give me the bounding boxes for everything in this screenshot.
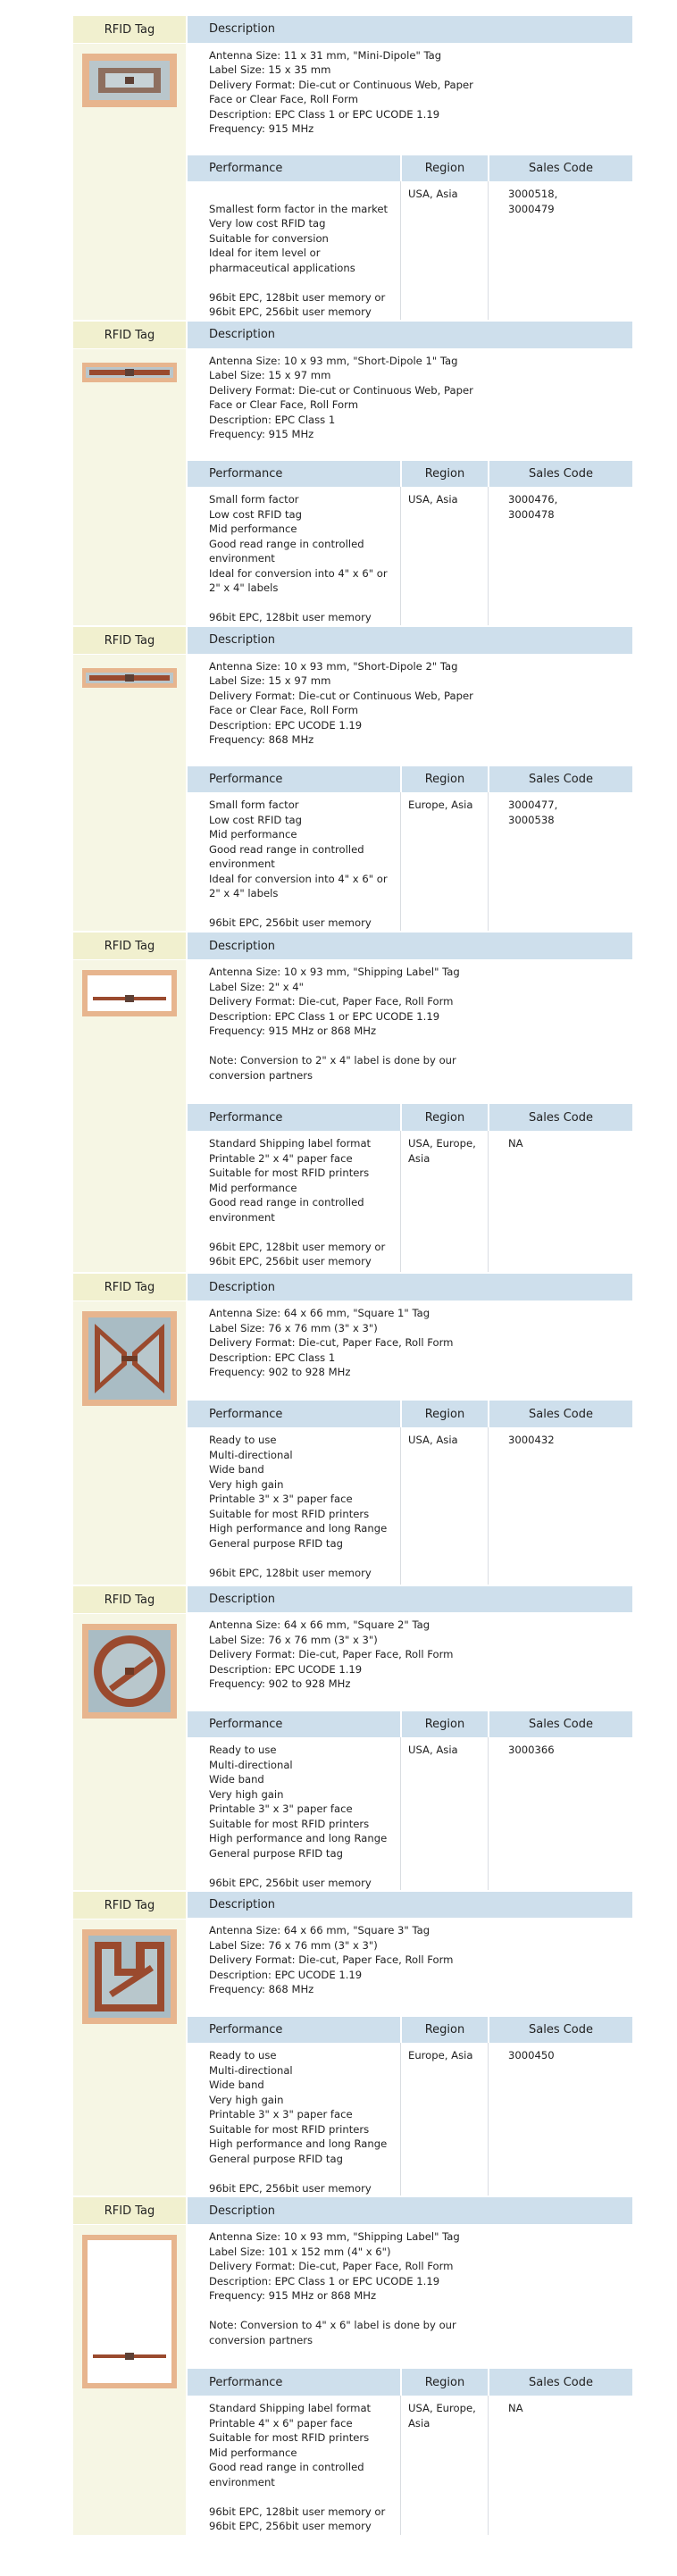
- text-line: Multi-directional: [209, 1448, 293, 1461]
- text-line: Delivery Format: Die-cut or Continuous Web, Paper: [209, 78, 473, 91]
- text-line: High performance and long Range: [209, 1832, 388, 1845]
- text-line: Asia: [408, 1151, 430, 1165]
- performance-header: Performance: [186, 1104, 400, 1131]
- description-cell: [186, 1301, 632, 1401]
- text-line: Note: Conversion to 4" x 6" label is done by our: [209, 2319, 456, 2331]
- performance-cell: [186, 792, 400, 931]
- region-cell: [400, 1427, 488, 1585]
- text-line: 96bit EPC, 128bit user memory or: [209, 2505, 386, 2518]
- rfid-tag-header: RFID Tag: [73, 16, 186, 44]
- rfid-tag-row: [73, 1586, 632, 1890]
- text-line: Frequency: 868 MHz: [209, 1983, 314, 1996]
- performance-row: [186, 2043, 632, 2195]
- performance-row: [186, 181, 632, 320]
- performance-header-row: [186, 461, 632, 488]
- text-line: Low cost RFID tag: [209, 813, 303, 826]
- short-dipole-2-tag-image: [82, 668, 177, 688]
- text-line: Description: EPC Class 1 or EPC UCODE 1.19: [209, 1009, 440, 1023]
- performance-cell: [186, 2396, 400, 2535]
- performance-row: [186, 1131, 632, 1272]
- text-line: Printable 3" x 3" paper face: [209, 1802, 353, 1816]
- text-line: Frequency: 915 MHz: [209, 428, 314, 441]
- text-line: Delivery Format: Die-cut, Paper Face, Roll Form: [209, 2260, 454, 2272]
- text-line: Good read range in controlled: [209, 1196, 364, 1209]
- text-line: Mid performance: [209, 2446, 297, 2459]
- text-line: USA, Asia: [408, 493, 458, 506]
- text-line: Antenna Size: 10 x 93 mm, "Shipping Label" Tag: [209, 966, 460, 978]
- text-line: Label Size: 76 x 76 mm (3" x 3"): [209, 1938, 378, 1952]
- text-line: Antenna Size: 11 x 31 mm, "Mini-Dipole" Tag: [209, 48, 442, 62]
- description-header: Description: [186, 322, 632, 348]
- text-line: Small form factor: [209, 799, 299, 812]
- square-2-tag-image: [82, 1624, 177, 1719]
- region-header: Region: [400, 155, 488, 182]
- description-header: Description: [186, 16, 632, 43]
- blank-line: [209, 275, 400, 290]
- tag-column: [73, 1586, 186, 1890]
- text-line: Europe, Asia: [408, 2049, 473, 2062]
- text-line: Delivery Format: Die-cut or Continuous Web, Paper: [209, 383, 473, 397]
- text-line: Suitable for most RFID printers: [209, 1167, 370, 1179]
- text-line: Suitable for most RFID printers: [209, 1817, 370, 1830]
- text-line: Ideal for item level or: [209, 247, 321, 260]
- sales-code-header: Sales Code: [488, 1711, 632, 1737]
- text-line: environment: [209, 552, 275, 565]
- text-line: Frequency: 902 to 928 MHz: [209, 1366, 351, 1378]
- sales-code-header: Sales Code: [488, 2369, 632, 2396]
- text-line: Ideal for conversion into 4" x 6" or: [209, 872, 388, 885]
- details-column: [186, 2197, 632, 2535]
- sales-code-header: Sales Code: [488, 2017, 632, 2043]
- description-header: Description: [186, 2197, 632, 2224]
- text-line: Face or Clear Face, Roll Form: [209, 704, 358, 717]
- description-cell: [186, 348, 632, 461]
- performance-header: Performance: [186, 461, 400, 488]
- text-line: 3000518,: [508, 188, 558, 201]
- rfid-tag-row: [73, 933, 632, 1272]
- square-3-tag-image: [82, 1929, 177, 2024]
- text-line: Suitable for most RFID printers: [209, 1507, 370, 1520]
- description-cell: [186, 1612, 632, 1710]
- text-line: 96bit EPC, 128bit user memory or: [209, 290, 386, 304]
- blank-line: [209, 187, 400, 202]
- performance-cell: [186, 2043, 400, 2195]
- sales-code-cell: [488, 2396, 632, 2535]
- square-1-tag-image: [82, 1311, 177, 1406]
- text-line: Frequency: 902 to 928 MHz: [209, 1677, 351, 1691]
- performance-header: Performance: [186, 2369, 400, 2396]
- description-header: Description: [186, 1892, 632, 1918]
- description-header: Description: [186, 627, 632, 654]
- region-header: Region: [400, 1711, 488, 1737]
- text-line: environment: [209, 857, 275, 871]
- region-cell: [400, 1737, 488, 1890]
- details-column: [186, 933, 632, 1272]
- region-cell: [400, 487, 488, 625]
- description-header: Description: [186, 933, 632, 959]
- tag-column: [73, 627, 186, 931]
- rfid-tag-header: RFID Tag: [73, 933, 186, 960]
- performance-header: Performance: [186, 2017, 400, 2043]
- short-dipole-1-tag-image: [82, 363, 177, 382]
- details-column: [186, 1892, 632, 2195]
- performance-cell: [186, 1427, 400, 1585]
- sales-code-cell: [488, 1131, 632, 1272]
- region-cell: [400, 181, 488, 320]
- tag-column: [73, 1274, 186, 1585]
- text-line: Label Size: 101 x 152 mm (4" x 6"): [209, 2245, 391, 2258]
- performance-header-row: [186, 1104, 632, 1131]
- rfid-tag-header: RFID Tag: [73, 627, 186, 655]
- row-separator: [73, 2535, 632, 2537]
- text-line: Printable 2" x 4" paper face: [209, 1151, 353, 1165]
- region-header: Region: [400, 2369, 488, 2396]
- text-line: 3000450: [508, 2049, 555, 2062]
- text-line: Description: EPC Class 1: [209, 1351, 336, 1364]
- performance-header-row: [186, 1401, 632, 1427]
- performance-row: [186, 1737, 632, 1890]
- text-line: conversion partners: [209, 1068, 313, 1082]
- performance-header: Performance: [186, 1401, 400, 1427]
- text-line: NA: [508, 1137, 523, 1150]
- text-line: Note: Conversion to 2" x 4" label is done by our: [209, 1054, 456, 1066]
- text-line: 96bit EPC, 256bit user memory: [209, 2181, 372, 2195]
- text-line: Antenna Size: 64 x 66 mm, "Square 3" Tag: [209, 1924, 430, 1937]
- performance-header: Performance: [186, 1711, 400, 1737]
- text-line: Very low cost RFID tag: [209, 217, 326, 230]
- text-line: Very high gain: [209, 1787, 284, 1801]
- text-line: Frequency: 868 MHz: [209, 733, 314, 747]
- text-line: Description: EPC UCODE 1.19: [209, 1662, 363, 1676]
- blank-line: [209, 1039, 611, 1054]
- text-line: USA, Asia: [408, 188, 458, 201]
- text-line: Delivery Format: Die-cut, Paper Face, Roll Form: [209, 995, 454, 1008]
- text-line: 3000479: [508, 202, 555, 215]
- text-line: 96bit EPC, 128bit user memory: [209, 1566, 372, 1579]
- text-line: 96bit EPC, 256bit user memory: [209, 1255, 372, 1267]
- text-line: environment: [209, 2475, 275, 2488]
- performance-row: [186, 487, 632, 625]
- text-line: Frequency: 915 MHz or 868 MHz: [209, 2289, 377, 2302]
- text-line: Label Size: 76 x 76 mm (3" x 3"): [209, 1321, 378, 1334]
- blank-line: [209, 2304, 611, 2319]
- text-line: 96bit EPC, 256bit user memory: [209, 916, 372, 930]
- text-line: Wide band: [209, 1773, 264, 1786]
- region-cell: [400, 792, 488, 931]
- text-line: Description: EPC Class 1 or EPC UCODE 1.19: [209, 2274, 440, 2287]
- text-line: environment: [209, 1210, 275, 1224]
- description-cell: [186, 654, 632, 766]
- text-line: 2" x 4" labels: [209, 887, 279, 900]
- text-line: Ready to use: [209, 1434, 277, 1446]
- text-line: Frequency: 915 MHz or 868 MHz: [209, 1025, 377, 1037]
- text-line: Standard Shipping label format: [209, 2402, 372, 2414]
- details-column: [186, 1274, 632, 1585]
- text-line: 96bit EPC, 256bit user memory: [209, 2520, 372, 2532]
- tag-column: [73, 16, 186, 320]
- region-cell: [400, 2396, 488, 2535]
- text-line: 2" x 4" labels: [209, 581, 279, 595]
- text-line: 3000538: [508, 813, 555, 826]
- region-cell: [400, 2043, 488, 2195]
- region-header: Region: [400, 461, 488, 488]
- tag-column: [73, 322, 186, 625]
- text-line: Delivery Format: Die-cut, Paper Face, Roll Form: [209, 1648, 454, 1661]
- text-line: USA, Europe,: [408, 1137, 476, 1150]
- text-line: Description: EPC UCODE 1.19: [209, 718, 363, 732]
- rfid-tag-row: [73, 1892, 632, 2195]
- sales-code-cell: [488, 1427, 632, 1585]
- sales-code-header: Sales Code: [488, 155, 632, 182]
- performance-row: [186, 1427, 632, 1585]
- text-line: Small form factor: [209, 493, 299, 506]
- text-line: Ready to use: [209, 1744, 277, 1757]
- performance-cell: [186, 1737, 400, 1890]
- text-line: Mid performance: [209, 523, 297, 536]
- rfid-tag-header: RFID Tag: [73, 2197, 186, 2225]
- text-line: Printable 3" x 3" paper face: [209, 1493, 353, 1505]
- performance-cell: [186, 487, 400, 625]
- text-line: Antenna Size: 10 x 93 mm, "Short-Dipole 1" Tag: [209, 354, 458, 367]
- description-cell: [186, 2224, 632, 2369]
- blank-line: [209, 596, 400, 611]
- text-line: Smallest form factor in the market: [209, 202, 389, 215]
- sales-code-header: Sales Code: [488, 1401, 632, 1427]
- text-line: General purpose RFID tag: [209, 1536, 343, 1550]
- text-line: 3000366: [508, 1744, 555, 1757]
- blank-line: [209, 901, 400, 916]
- text-line: Ideal for conversion into 4" x 6" or: [209, 566, 388, 580]
- text-line: Label Size: 15 x 35 mm: [209, 63, 331, 77]
- sales-code-header: Sales Code: [488, 766, 632, 793]
- description-header: Description: [186, 1274, 632, 1301]
- tag-column: [73, 1892, 186, 2195]
- performance-header-row: [186, 766, 632, 793]
- text-line: Very high gain: [209, 2093, 284, 2106]
- text-line: Wide band: [209, 2078, 264, 2092]
- text-line: 96bit EPC, 128bit user memory: [209, 611, 372, 624]
- text-line: 3000478: [508, 507, 555, 521]
- text-line: Multi-directional: [209, 2063, 293, 2077]
- text-line: Standard Shipping label format: [209, 1137, 372, 1150]
- description-cell: [186, 1918, 632, 2016]
- text-line: Suitable for most RFID printers: [209, 2122, 370, 2136]
- sales-code-cell: [488, 2043, 632, 2195]
- text-line: Delivery Format: Die-cut, Paper Face, Roll Form: [209, 1336, 454, 1349]
- blank-line: [209, 1225, 400, 1240]
- details-column: [186, 16, 632, 320]
- text-line: Printable 3" x 3" paper face: [209, 2108, 353, 2121]
- region-header: Region: [400, 1104, 488, 1131]
- text-line: conversion partners: [209, 2333, 313, 2346]
- performance-cell: [186, 1131, 400, 1272]
- text-line: Europe, Asia: [408, 799, 473, 812]
- description-cell: [186, 43, 632, 155]
- performance-header: Performance: [186, 766, 400, 793]
- performance-header: Performance: [186, 155, 400, 182]
- text-line: Label Size: 2" x 4": [209, 980, 305, 993]
- performance-header-row: [186, 155, 632, 182]
- text-line: Frequency: 915 MHz: [209, 122, 314, 136]
- text-line: Face or Clear Face, Roll Form: [209, 398, 358, 412]
- text-line: Label Size: 15 x 97 mm: [209, 369, 331, 382]
- rfid-tag-header: RFID Tag: [73, 1586, 186, 1614]
- performance-row: [186, 792, 632, 931]
- blank-line: [209, 2166, 400, 2181]
- text-line: Mid performance: [209, 1181, 297, 1194]
- text-line: Description: EPC Class 1: [209, 413, 336, 426]
- performance-row: [186, 2396, 632, 2535]
- text-line: Mid performance: [209, 828, 297, 841]
- performance-cell: [186, 181, 400, 320]
- sales-code-cell: [488, 1737, 632, 1890]
- performance-header-row: [186, 2017, 632, 2043]
- text-line: Good read range in controlled: [209, 842, 364, 856]
- text-line: Good read range in controlled: [209, 537, 364, 550]
- details-column: [186, 322, 632, 625]
- rfid-tag-row: [73, 2197, 632, 2535]
- rfid-tag-header: RFID Tag: [73, 322, 186, 349]
- text-line: 96bit EPC, 256bit user memory: [209, 1876, 372, 1889]
- details-column: [186, 1586, 632, 1890]
- mini-dipole-tag-image: [82, 54, 177, 107]
- performance-header-row: [186, 2369, 632, 2396]
- rfid-tag-row: [73, 16, 632, 320]
- text-line: Label Size: 15 x 97 mm: [209, 674, 331, 688]
- text-line: Delivery Format: Die-cut, Paper Face, Roll Form: [209, 1953, 454, 1967]
- text-line: Delivery Format: Die-cut or Continuous Web, Paper: [209, 689, 473, 702]
- text-line: General purpose RFID tag: [209, 2152, 343, 2165]
- rfid-tag-header: RFID Tag: [73, 1274, 186, 1301]
- text-line: pharmaceutical applications: [209, 261, 355, 274]
- text-line: 3000432: [508, 1434, 555, 1446]
- text-line: USA, Asia: [408, 1744, 458, 1757]
- text-line: General purpose RFID tag: [209, 1846, 343, 1860]
- tag-column: [73, 2197, 186, 2535]
- text-line: 3000477,: [508, 799, 558, 812]
- region-header: Region: [400, 2017, 488, 2043]
- text-line: Label Size: 76 x 76 mm (3" x 3"): [209, 1633, 378, 1646]
- text-line: USA, Europe,: [408, 2402, 476, 2414]
- rfid-tag-table: [73, 16, 632, 2537]
- blank-line: [209, 1551, 400, 1566]
- text-line: High performance and long Range: [209, 2137, 388, 2151]
- description-cell: [186, 959, 632, 1104]
- region-cell: [400, 1131, 488, 1272]
- sales-code-cell: [488, 792, 632, 931]
- details-column: [186, 627, 632, 931]
- text-line: High performance and long Range: [209, 1522, 388, 1535]
- sales-code-cell: [488, 181, 632, 320]
- text-line: Antenna Size: 10 x 93 mm, "Shipping Label" Tag: [209, 2230, 460, 2243]
- blank-line: [209, 2489, 400, 2505]
- text-line: Suitable for most RFID printers: [209, 2431, 370, 2444]
- text-line: USA, Asia: [408, 1434, 458, 1446]
- shipping-label-4x6-tag-image: [82, 2235, 177, 2388]
- sales-code-header: Sales Code: [488, 461, 632, 488]
- region-header: Region: [400, 1401, 488, 1427]
- rfid-tag-row: [73, 1274, 632, 1585]
- sales-code-cell: [488, 487, 632, 625]
- text-line: Description: EPC UCODE 1.19: [209, 1968, 363, 1981]
- text-line: NA: [508, 2402, 523, 2414]
- text-line: 96bit EPC, 128bit user memory or: [209, 1240, 386, 1253]
- text-line: 3000476,: [508, 493, 558, 506]
- text-line: Antenna Size: 10 x 93 mm, "Short-Dipole 2" Tag: [209, 659, 458, 673]
- rfid-tag-row: [73, 322, 632, 625]
- text-line: Multi-directional: [209, 1758, 293, 1771]
- sales-code-header: Sales Code: [488, 1104, 632, 1131]
- rfid-tag-row: [73, 627, 632, 931]
- blank-line: [209, 1861, 400, 1876]
- text-line: Antenna Size: 64 x 66 mm, "Square 2" Tag: [209, 1618, 430, 1632]
- text-line: Asia: [408, 2416, 430, 2430]
- text-line: Antenna Size: 64 x 66 mm, "Square 1" Tag: [209, 1307, 430, 1319]
- shipping-label-2x4-tag-image: [82, 970, 177, 1016]
- tag-column: [73, 933, 186, 1272]
- rfid-tag-header: RFID Tag: [73, 1892, 186, 1919]
- text-line: Good read range in controlled: [209, 2461, 364, 2473]
- text-line: Suitable for conversion: [209, 231, 329, 245]
- text-line: Face or Clear Face, Roll Form: [209, 93, 358, 106]
- text-line: Low cost RFID tag: [209, 507, 303, 521]
- text-line: 96bit EPC, 256bit user memory: [209, 305, 372, 319]
- text-line: Wide band: [209, 1463, 264, 1476]
- text-line: Ready to use: [209, 2049, 277, 2062]
- text-line: Description: EPC Class 1 or EPC UCODE 1.19: [209, 107, 440, 121]
- performance-header-row: [186, 1711, 632, 1737]
- text-line: Printable 4" x 6" paper face: [209, 2416, 353, 2430]
- description-header: Description: [186, 1586, 632, 1612]
- region-header: Region: [400, 766, 488, 793]
- text-line: Very high gain: [209, 1477, 284, 1491]
